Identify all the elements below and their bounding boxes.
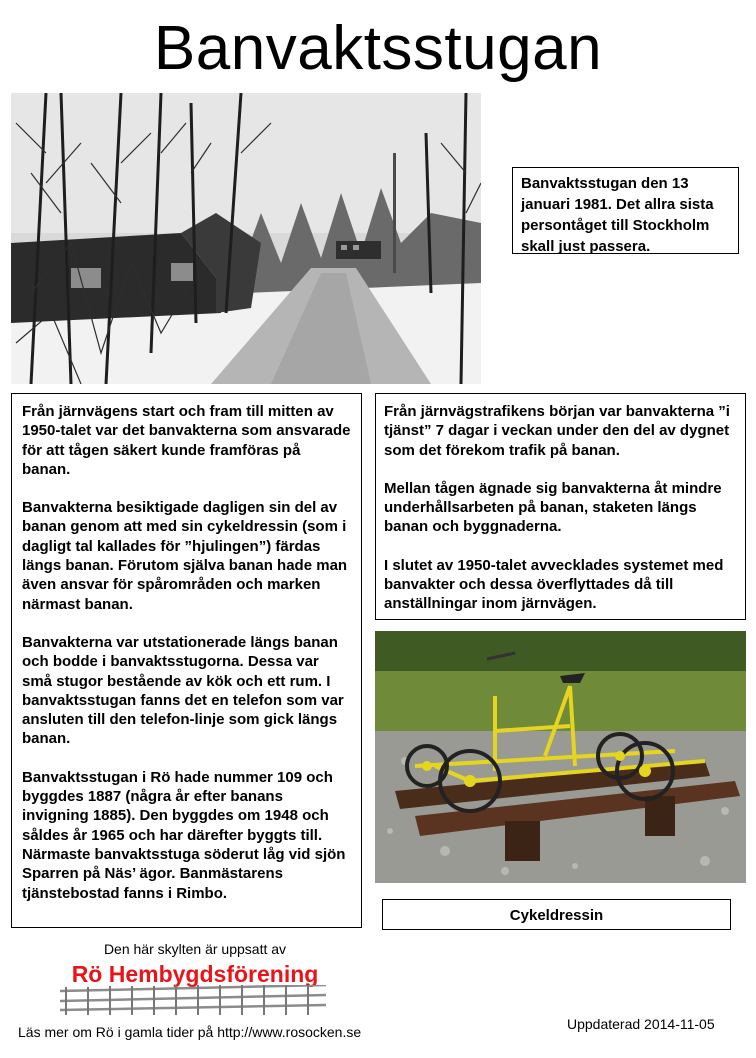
footer-intro: Den här skylten är uppsatt av — [103, 941, 287, 957]
right-text-box — [375, 393, 746, 620]
right-paragraph-3: I slutet av 1950-talet avvecklades systemet med banvakter och dessa överflyttades då till anställningar inom järnvägen. — [384, 556, 724, 613]
cykeldressin-photo-image — [375, 631, 746, 883]
updated-date: Uppdaterad 2014-11-05 — [567, 1016, 715, 1032]
winter-photo-image — [11, 93, 481, 384]
cykeldressin-photo — [375, 631, 746, 883]
page-title: Banvaktsstugan — [153, 14, 603, 83]
left-paragraph-1: Från järnvägens start och fram till mitten av 1950-talet var det banvakterna som ansvarade för att tågen säkert kunde framföras på banan. — [22, 403, 351, 478]
left-paragraph-4: Banvaktsstugan i Rö hade nummer 109 och byggdes 1887 (några år efter banans invigning 1885). Den byggdes om 1948 och såldes år 1965 och har därefter byggts till. Närmaste banvaktsstuga söderut låg vid sjön Sparren på Näs’ ägor. Banmästarens tjänstebostad fanns i Rimbo. — [22, 768, 346, 902]
photo-caption-2: Cykeldressin — [382, 899, 731, 930]
right-paragraph-1: Från järnvägstrafikens början var banvakterna ”i tjänst” 7 dagar i veckan under den del av dygnet som det förekom trafik på banan. — [384, 403, 730, 459]
winter-photo — [11, 93, 481, 384]
right-paragraph-2: Mellan tågen ägnade sig banvakterna åt mindre underhållsarbeten på banan, staketen längs banan och byggnaderna. — [384, 479, 722, 536]
left-text-box — [11, 393, 362, 928]
left-paragraph-2: Banvakterna besiktigade dagligen sin del av banan genom att med sin cykeldressin (som i dagligt tal kallades för ”hjulingen”) färdas längs banan. Förutom själva banan hade man även ansvar för spårområden och marken närmast banan. — [22, 499, 348, 613]
fence-logo-icon — [58, 985, 328, 1015]
read-more-text: Läs mer om Rö i gamla tider på http://www.rosocken.se — [18, 1024, 362, 1040]
society-name: Rö Hembygdsförening — [71, 961, 319, 987]
left-paragraph-3: Banvakterna var utstationerade längs banan och bodde i banvaktsstugorna. Dessa var små stugor bestående av kök och ett rum. I banvaktsstugan fanns det en telefon som var ansluten till den telefon-linje som gick längs banan. — [22, 633, 344, 748]
photo-caption-1: Banvaktsstugan den 13 januari 1981. Det allra sista persontåget till Stockholm skall just passera. — [512, 167, 739, 254]
